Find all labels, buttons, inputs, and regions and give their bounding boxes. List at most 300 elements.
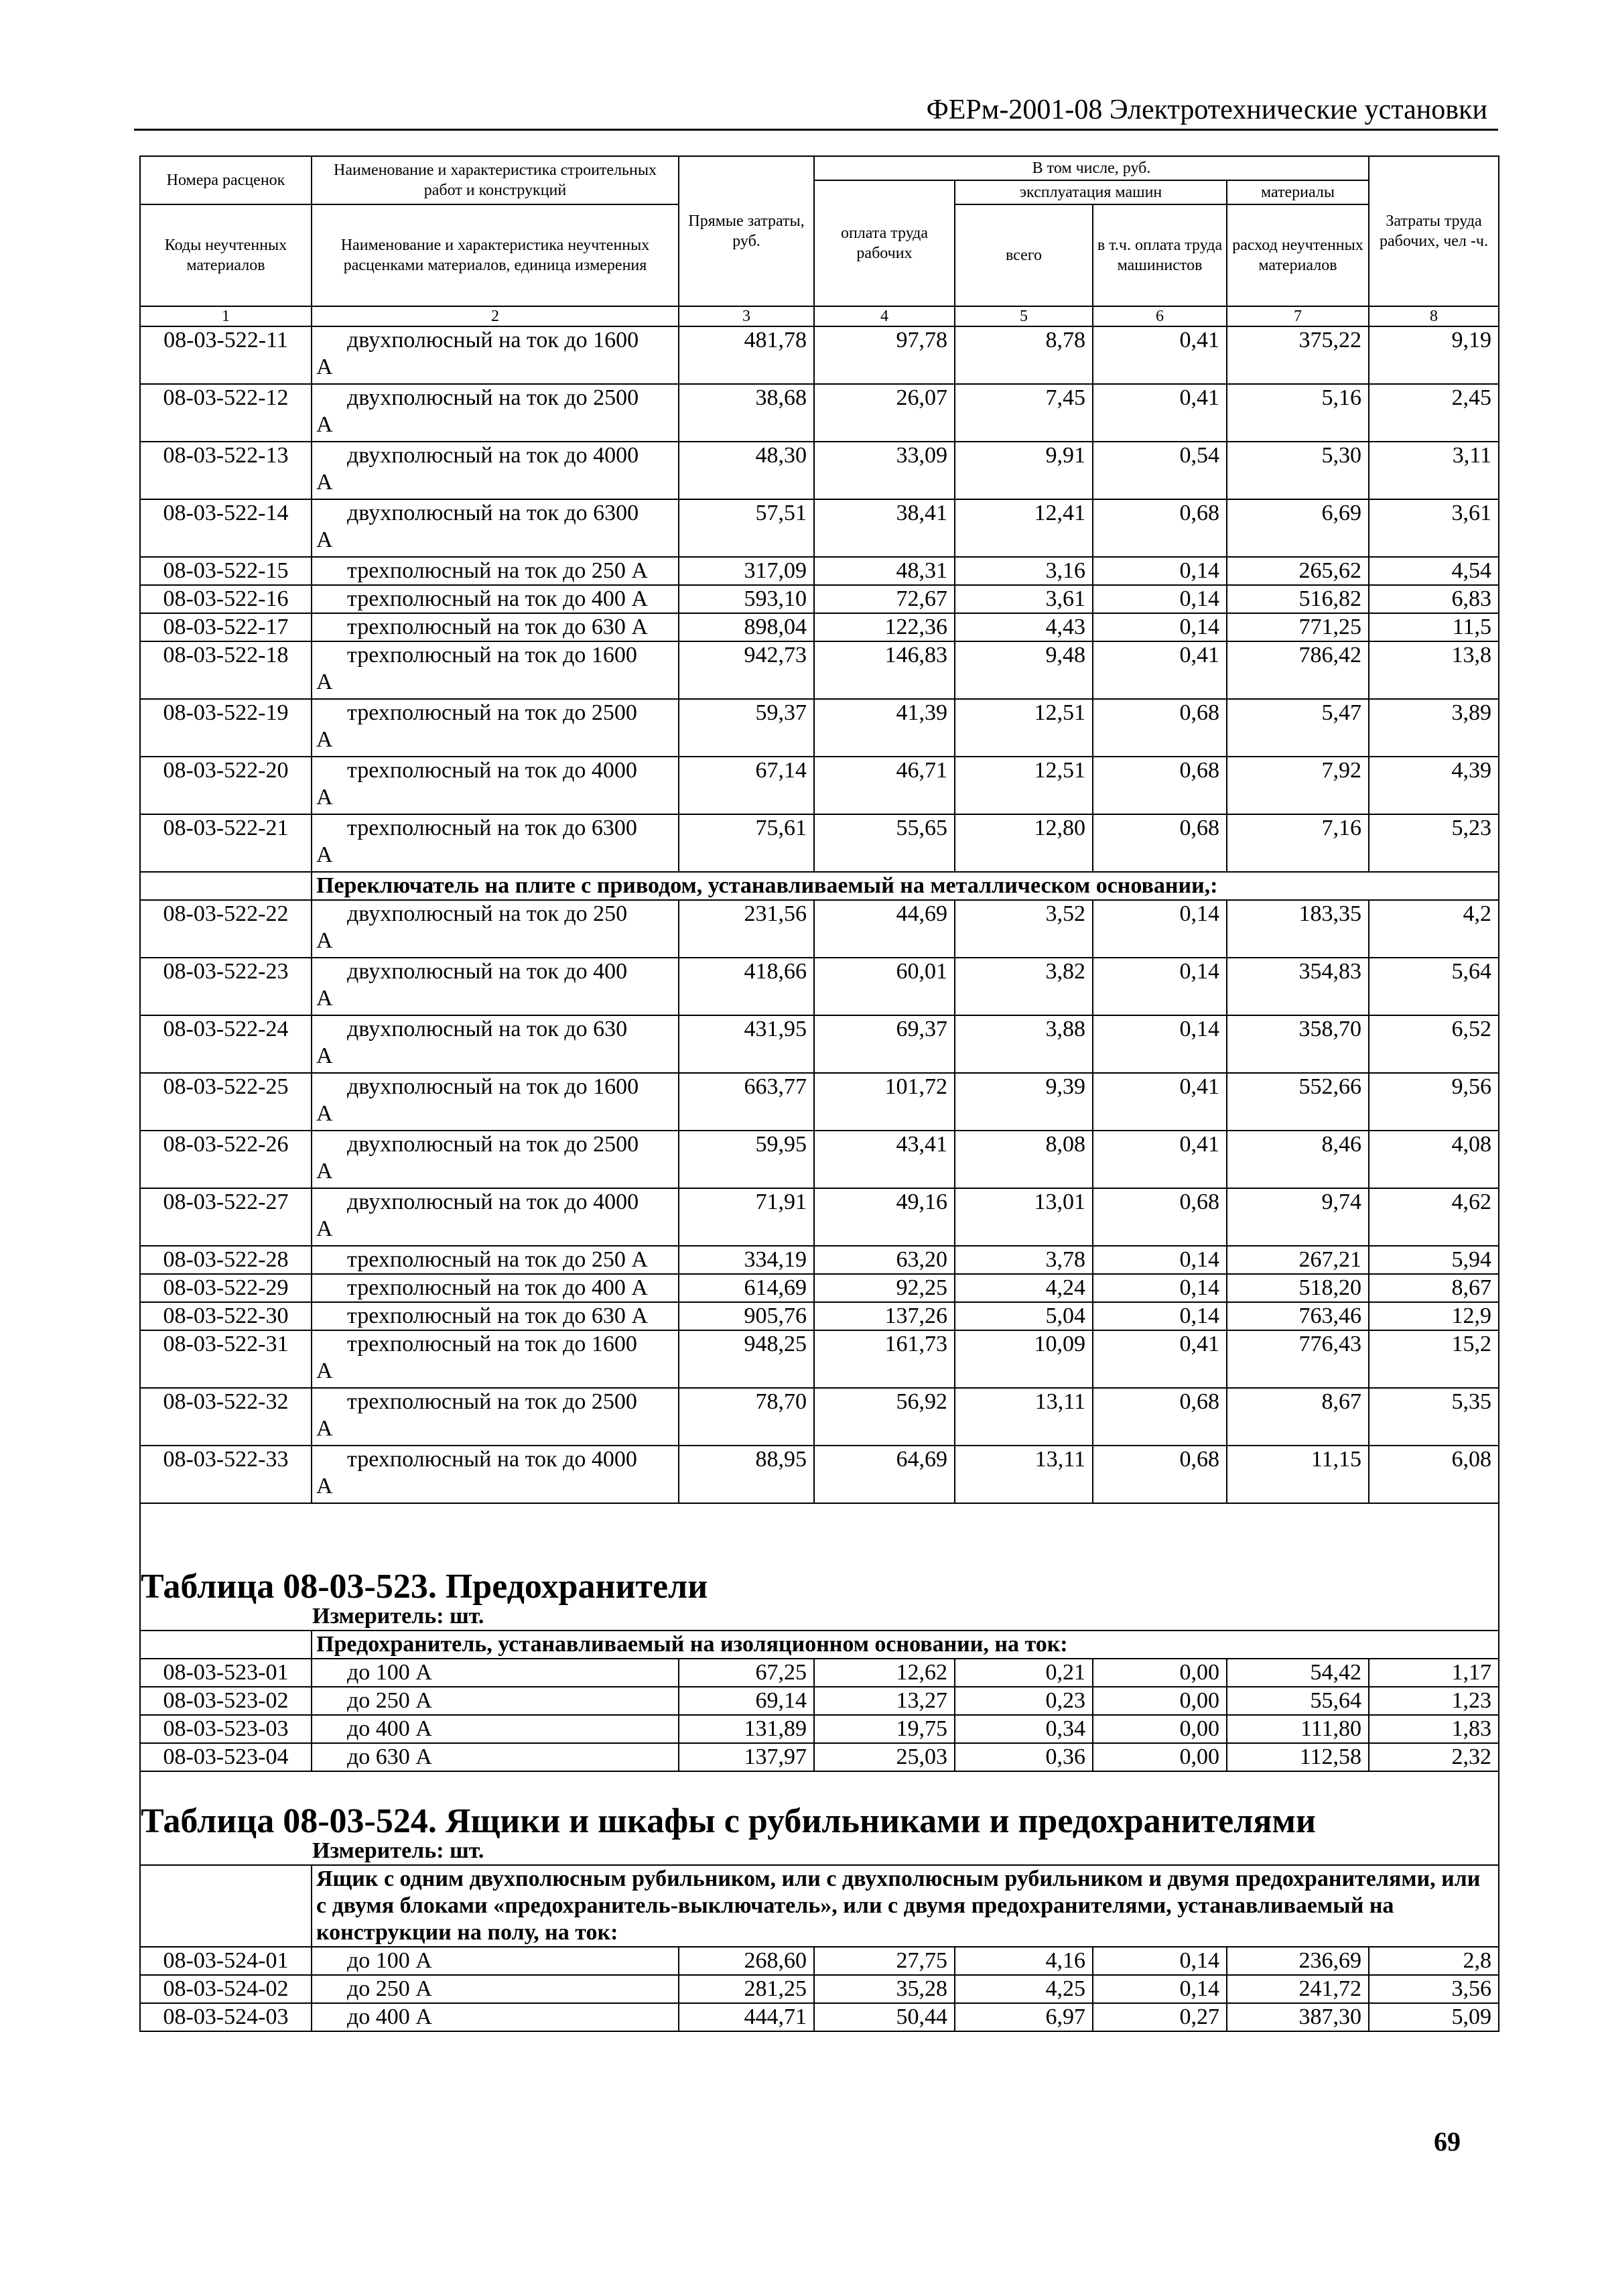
materials-cost-cell: 763,46 bbox=[1227, 1302, 1369, 1330]
header-materials: материалы bbox=[1227, 180, 1369, 204]
labor-hours-cell: 1,83 bbox=[1369, 1715, 1499, 1743]
labor-pay-cell: 64,69 bbox=[814, 1446, 955, 1503]
rate-code: 08-03-522-26 bbox=[140, 1131, 312, 1188]
description-line: трехполюсный на ток до 630 A bbox=[347, 615, 648, 639]
labor-hours-cell: 1,17 bbox=[1369, 1659, 1499, 1687]
rate-code: 08-03-522-19 bbox=[140, 699, 312, 757]
spacer-cell bbox=[140, 1503, 1499, 1564]
table-row bbox=[140, 1975, 1499, 2003]
rate-code: 08-03-522-32 bbox=[140, 1388, 312, 1446]
work-description bbox=[312, 1687, 679, 1715]
labor-pay-cell: 19,75 bbox=[814, 1715, 955, 1743]
description-line: трехполюсный на ток до 400 A bbox=[347, 586, 648, 611]
description-unit: A bbox=[316, 1416, 333, 1441]
description-unit: A bbox=[316, 355, 333, 379]
header-row-1 bbox=[140, 156, 1499, 180]
labor-pay-cell: 38,41 bbox=[814, 499, 955, 557]
table-row bbox=[140, 699, 1499, 757]
machinist-pay-cell: 0,14 bbox=[1093, 613, 1227, 641]
table-row bbox=[140, 958, 1499, 1015]
machinist-pay-cell: 0,68 bbox=[1093, 814, 1227, 872]
labor-hours-cell: 3,61 bbox=[1369, 499, 1499, 557]
labor-pay-cell: 26,07 bbox=[814, 384, 955, 442]
labor-pay-cell: 25,03 bbox=[814, 1743, 955, 1771]
header-machinist-pay: в т.ч. оплата труда машинистов bbox=[1093, 204, 1227, 306]
labor-pay-cell: 92,25 bbox=[814, 1274, 955, 1302]
rate-code: 08-03-522-13 bbox=[140, 442, 312, 499]
machinist-pay-cell: 0,27 bbox=[1093, 2003, 1227, 2031]
table-row bbox=[140, 1073, 1499, 1131]
machines-total-cell: 12,41 bbox=[955, 499, 1093, 557]
description-line: трехполюсный на ток до 2500 bbox=[347, 700, 637, 725]
work-description bbox=[312, 1302, 679, 1330]
materials-cost-cell: 5,16 bbox=[1227, 384, 1369, 442]
machinist-pay-cell: 0,68 bbox=[1093, 1446, 1227, 1503]
section-heading: Предохранитель, устанавливаемый на изоляционном основании, на ток: bbox=[312, 1631, 1499, 1659]
direct-costs-cell: 59,37 bbox=[679, 699, 814, 757]
gap-cell bbox=[140, 1771, 1499, 1799]
header-rate-numbers: Номера расценок bbox=[140, 156, 312, 204]
header-labor-costs: Затраты труда рабочих, чел -ч. bbox=[1369, 156, 1499, 306]
direct-costs-cell: 137,97 bbox=[679, 1743, 814, 1771]
materials-cost-cell: 5,47 bbox=[1227, 699, 1369, 757]
table-row bbox=[140, 1743, 1499, 1771]
machines-total-cell: 12,51 bbox=[955, 699, 1093, 757]
labor-pay-cell: 43,41 bbox=[814, 1131, 955, 1188]
labor-hours-cell: 5,35 bbox=[1369, 1388, 1499, 1446]
empty-cell bbox=[140, 1631, 312, 1659]
materials-cost-cell: 265,62 bbox=[1227, 557, 1369, 585]
table-row bbox=[140, 1715, 1499, 1743]
description-line: до 250 A bbox=[347, 1976, 432, 2001]
machines-total-cell: 3,78 bbox=[955, 1246, 1093, 1274]
description-line: трехполюсный на ток до 4000 bbox=[347, 1447, 637, 1472]
work-description bbox=[312, 1715, 679, 1743]
work-description bbox=[312, 499, 679, 557]
labor-hours-cell: 3,89 bbox=[1369, 699, 1499, 757]
machinist-pay-cell: 0,14 bbox=[1093, 958, 1227, 1015]
direct-costs-cell: 317,09 bbox=[679, 557, 814, 585]
rate-code: 08-03-523-01 bbox=[140, 1659, 312, 1687]
machines-total-cell: 0,21 bbox=[955, 1659, 1093, 1687]
labor-pay-cell: 122,36 bbox=[814, 613, 955, 641]
labor-pay-cell: 46,71 bbox=[814, 757, 955, 814]
rate-code: 08-03-522-25 bbox=[140, 1073, 312, 1131]
machinist-pay-cell: 0,14 bbox=[1093, 1302, 1227, 1330]
rate-code: 08-03-522-14 bbox=[140, 499, 312, 557]
table-row bbox=[140, 900, 1499, 958]
page-header: ФЕРм-2001-08 Электротехнические установки bbox=[926, 94, 1487, 125]
table-row bbox=[140, 442, 1499, 499]
description-unit: A bbox=[316, 1474, 333, 1498]
direct-costs-cell: 431,95 bbox=[679, 1015, 814, 1073]
machinist-pay-cell: 0,41 bbox=[1093, 384, 1227, 442]
rate-code: 08-03-522-29 bbox=[140, 1274, 312, 1302]
labor-hours-cell: 15,2 bbox=[1369, 1330, 1499, 1388]
rate-code: 08-03-522-23 bbox=[140, 958, 312, 1015]
table-row bbox=[140, 1330, 1499, 1388]
work-description bbox=[312, 1975, 679, 2003]
materials-cost-cell: 112,58 bbox=[1227, 1743, 1369, 1771]
machines-total-cell: 13,01 bbox=[955, 1188, 1093, 1246]
description-line: двухполюсный на ток до 6300 bbox=[347, 501, 639, 525]
machines-total-cell: 8,78 bbox=[955, 326, 1093, 384]
machines-total-cell: 12,80 bbox=[955, 814, 1093, 872]
description-unit: A bbox=[316, 986, 333, 1011]
machinist-pay-cell: 0,54 bbox=[1093, 442, 1227, 499]
labor-pay-cell: 48,31 bbox=[814, 557, 955, 585]
description-line: до 250 A bbox=[347, 1688, 432, 1713]
work-description bbox=[312, 326, 679, 384]
direct-costs-cell: 67,25 bbox=[679, 1659, 814, 1687]
description-line: двухполюсный на ток до 250 bbox=[347, 901, 628, 926]
work-description bbox=[312, 814, 679, 872]
materials-cost-cell: 776,43 bbox=[1227, 1330, 1369, 1388]
materials-cost-cell: 6,69 bbox=[1227, 499, 1369, 557]
rate-code: 08-03-522-33 bbox=[140, 1446, 312, 1503]
machines-total-cell: 0,23 bbox=[955, 1687, 1093, 1715]
header-material-use: расход неучтенных материалов bbox=[1227, 204, 1369, 306]
materials-cost-cell: 516,82 bbox=[1227, 585, 1369, 613]
machinist-pay-cell: 0,68 bbox=[1093, 757, 1227, 814]
materials-cost-cell: 11,15 bbox=[1227, 1446, 1369, 1503]
rate-code: 08-03-522-22 bbox=[140, 900, 312, 958]
direct-costs-cell: 48,30 bbox=[679, 442, 814, 499]
work-description bbox=[312, 1073, 679, 1131]
direct-costs-cell: 69,14 bbox=[679, 1687, 814, 1715]
work-description bbox=[312, 641, 679, 699]
column-number: 1 bbox=[140, 306, 312, 326]
materials-cost-cell: 183,35 bbox=[1227, 900, 1369, 958]
direct-costs-cell: 268,60 bbox=[679, 1947, 814, 1975]
work-description bbox=[312, 1188, 679, 1246]
rate-code: 08-03-522-28 bbox=[140, 1246, 312, 1274]
machinist-pay-cell: 0,14 bbox=[1093, 900, 1227, 958]
machinist-pay-cell: 0,14 bbox=[1093, 1015, 1227, 1073]
labor-hours-cell: 3,11 bbox=[1369, 442, 1499, 499]
machinist-pay-cell: 0,68 bbox=[1093, 1188, 1227, 1246]
description-unit: A bbox=[316, 727, 333, 752]
materials-cost-cell: 552,66 bbox=[1227, 1073, 1369, 1131]
labor-hours-cell: 6,83 bbox=[1369, 585, 1499, 613]
machines-total-cell: 9,48 bbox=[955, 641, 1093, 699]
description-line: двухполюсный на ток до 4000 bbox=[347, 443, 639, 468]
column-number: 4 bbox=[814, 306, 955, 326]
materials-cost-cell: 5,30 bbox=[1227, 442, 1369, 499]
description-line: до 400 A bbox=[347, 1716, 432, 1741]
unit-row bbox=[140, 1838, 1499, 1865]
header-machines-total: всего bbox=[955, 204, 1093, 306]
labor-pay-cell: 60,01 bbox=[814, 958, 955, 1015]
labor-hours-cell: 6,52 bbox=[1369, 1015, 1499, 1073]
materials-cost-cell: 771,25 bbox=[1227, 613, 1369, 641]
table-row bbox=[140, 1246, 1499, 1274]
rate-code: 08-03-524-02 bbox=[140, 1975, 312, 2003]
rate-code: 08-03-523-04 bbox=[140, 1743, 312, 1771]
machines-total-cell: 9,39 bbox=[955, 1073, 1093, 1131]
machinist-pay-cell: 0,00 bbox=[1093, 1659, 1227, 1687]
materials-cost-cell: 518,20 bbox=[1227, 1274, 1369, 1302]
rate-code: 08-03-522-15 bbox=[140, 557, 312, 585]
section-heading-row bbox=[140, 1631, 1499, 1659]
labor-pay-cell: 137,26 bbox=[814, 1302, 955, 1330]
column-number: 8 bbox=[1369, 306, 1499, 326]
table-row bbox=[140, 585, 1499, 613]
machinist-pay-cell: 0,14 bbox=[1093, 1975, 1227, 2003]
description-line: трехполюсный на ток до 2500 bbox=[347, 1389, 637, 1414]
rates-table bbox=[139, 155, 1499, 2032]
work-description bbox=[312, 1274, 679, 1302]
table-row bbox=[140, 2003, 1499, 2031]
labor-pay-cell: 41,39 bbox=[814, 699, 955, 757]
machines-total-cell: 9,91 bbox=[955, 442, 1093, 499]
labor-pay-cell: 50,44 bbox=[814, 2003, 955, 2031]
empty-cell bbox=[140, 872, 312, 900]
direct-costs-cell: 898,04 bbox=[679, 613, 814, 641]
labor-pay-cell: 146,83 bbox=[814, 641, 955, 699]
machines-total-cell: 3,88 bbox=[955, 1015, 1093, 1073]
table-row bbox=[140, 326, 1499, 384]
table-title: Таблица 08-03-524. Ящики и шкафы с рубильниками и предохранителями bbox=[140, 1799, 1499, 1838]
labor-hours-cell: 2,45 bbox=[1369, 384, 1499, 442]
section-heading: Переключатель на плите с приводом, устанавливаемый на металлическом основании,: bbox=[312, 872, 1499, 900]
work-description bbox=[312, 557, 679, 585]
table-row bbox=[140, 1274, 1499, 1302]
direct-costs-cell: 67,14 bbox=[679, 757, 814, 814]
work-description bbox=[312, 757, 679, 814]
labor-pay-cell: 101,72 bbox=[814, 1073, 955, 1131]
description-line: трехполюсный на ток до 4000 bbox=[347, 758, 637, 783]
work-description bbox=[312, 1131, 679, 1188]
description-line: до 400 A bbox=[347, 2004, 432, 2029]
materials-cost-cell: 7,92 bbox=[1227, 757, 1369, 814]
machinist-pay-cell: 0,00 bbox=[1093, 1743, 1227, 1771]
description-line: двухполюсный на ток до 630 bbox=[347, 1017, 628, 1041]
spacer-row bbox=[140, 1503, 1499, 1564]
table-row bbox=[140, 1947, 1499, 1975]
machines-total-cell: 6,97 bbox=[955, 2003, 1093, 2031]
work-description bbox=[312, 1743, 679, 1771]
machines-total-cell: 3,82 bbox=[955, 958, 1093, 1015]
description-unit: A bbox=[316, 1101, 333, 1126]
labor-pay-cell: 33,09 bbox=[814, 442, 955, 499]
description-unit: A bbox=[316, 785, 333, 810]
machines-total-cell: 8,08 bbox=[955, 1131, 1093, 1188]
rate-code: 08-03-524-01 bbox=[140, 1947, 312, 1975]
work-description bbox=[312, 442, 679, 499]
direct-costs-cell: 78,70 bbox=[679, 1388, 814, 1446]
labor-hours-cell: 5,23 bbox=[1369, 814, 1499, 872]
labor-pay-cell: 49,16 bbox=[814, 1188, 955, 1246]
labor-hours-cell: 1,23 bbox=[1369, 1687, 1499, 1715]
labor-hours-cell: 5,09 bbox=[1369, 2003, 1499, 2031]
description-line: трехполюсный на ток до 250 A bbox=[347, 558, 648, 583]
table-row bbox=[140, 757, 1499, 814]
table-row bbox=[140, 613, 1499, 641]
labor-hours-cell: 2,8 bbox=[1369, 1947, 1499, 1975]
column-numbers-row bbox=[140, 306, 1499, 326]
labor-pay-cell: 161,73 bbox=[814, 1330, 955, 1388]
labor-pay-cell: 44,69 bbox=[814, 900, 955, 958]
table-row bbox=[140, 499, 1499, 557]
work-description bbox=[312, 1947, 679, 1975]
direct-costs-cell: 71,91 bbox=[679, 1188, 814, 1246]
direct-costs-cell: 614,69 bbox=[679, 1274, 814, 1302]
description-line: трехполюсный на ток до 6300 bbox=[347, 816, 637, 840]
work-description bbox=[312, 585, 679, 613]
description-unit: A bbox=[316, 928, 333, 953]
machinist-pay-cell: 0,41 bbox=[1093, 326, 1227, 384]
header-rule bbox=[134, 129, 1498, 131]
labor-pay-cell: 27,75 bbox=[814, 1947, 955, 1975]
description-line: до 100 A bbox=[347, 1660, 432, 1685]
materials-cost-cell: 8,46 bbox=[1227, 1131, 1369, 1188]
direct-costs-cell: 593,10 bbox=[679, 585, 814, 613]
direct-costs-cell: 38,68 bbox=[679, 384, 814, 442]
table-row bbox=[140, 1659, 1499, 1687]
materials-cost-cell: 786,42 bbox=[1227, 641, 1369, 699]
labor-hours-cell: 4,39 bbox=[1369, 757, 1499, 814]
rate-code: 08-03-522-31 bbox=[140, 1330, 312, 1388]
labor-pay-cell: 97,78 bbox=[814, 326, 955, 384]
machines-total-cell: 12,51 bbox=[955, 757, 1093, 814]
machinist-pay-cell: 0,14 bbox=[1093, 1246, 1227, 1274]
materials-cost-cell: 354,83 bbox=[1227, 958, 1369, 1015]
materials-cost-cell: 54,42 bbox=[1227, 1659, 1369, 1687]
direct-costs-cell: 75,61 bbox=[679, 814, 814, 872]
gap-row bbox=[140, 1771, 1499, 1799]
labor-hours-cell: 13,8 bbox=[1369, 641, 1499, 699]
materials-cost-cell: 387,30 bbox=[1227, 2003, 1369, 2031]
work-description bbox=[312, 1246, 679, 1274]
materials-cost-cell: 7,16 bbox=[1227, 814, 1369, 872]
materials-cost-cell: 55,64 bbox=[1227, 1687, 1369, 1715]
description-unit: A bbox=[316, 412, 333, 437]
labor-pay-cell: 63,20 bbox=[814, 1246, 955, 1274]
machines-total-cell: 3,52 bbox=[955, 900, 1093, 958]
labor-pay-cell: 13,27 bbox=[814, 1687, 955, 1715]
machinist-pay-cell: 0,68 bbox=[1093, 499, 1227, 557]
section-heading: Ящик с одним двухполюсным рубильником, или с двухполюсным рубильником и двумя предохранителями, или с двумя блоками «предохранитель-выключатель», или с двумя предохранителями, устанавливаемый на конструкции на полу, на ток: bbox=[312, 1865, 1499, 1947]
machines-total-cell: 3,16 bbox=[955, 557, 1093, 585]
materials-cost-cell: 267,21 bbox=[1227, 1246, 1369, 1274]
table-title-row bbox=[140, 1564, 1499, 1603]
labor-hours-cell: 9,56 bbox=[1369, 1073, 1499, 1131]
direct-costs-cell: 444,71 bbox=[679, 2003, 814, 2031]
table-row bbox=[140, 384, 1499, 442]
labor-hours-cell: 4,08 bbox=[1369, 1131, 1499, 1188]
materials-cost-cell: 358,70 bbox=[1227, 1015, 1369, 1073]
direct-costs-cell: 663,77 bbox=[679, 1073, 814, 1131]
rate-code: 08-03-522-11 bbox=[140, 326, 312, 384]
labor-pay-cell: 69,37 bbox=[814, 1015, 955, 1073]
description-line: двухполюсный на ток до 2500 bbox=[347, 1132, 639, 1157]
labor-hours-cell: 12,9 bbox=[1369, 1302, 1499, 1330]
materials-cost-cell: 375,22 bbox=[1227, 326, 1369, 384]
rate-code: 08-03-522-18 bbox=[140, 641, 312, 699]
section-heading-row bbox=[140, 872, 1499, 900]
work-description bbox=[312, 900, 679, 958]
rates-table-container bbox=[139, 155, 1498, 2032]
labor-hours-cell: 4,2 bbox=[1369, 900, 1499, 958]
direct-costs-cell: 905,76 bbox=[679, 1302, 814, 1330]
direct-costs-cell: 334,19 bbox=[679, 1246, 814, 1274]
work-description bbox=[312, 1659, 679, 1687]
column-number: 7 bbox=[1227, 306, 1369, 326]
labor-hours-cell: 4,54 bbox=[1369, 557, 1499, 585]
labor-pay-cell: 55,65 bbox=[814, 814, 955, 872]
machines-total-cell: 13,11 bbox=[955, 1388, 1093, 1446]
page-number: 69 bbox=[1434, 2126, 1461, 2157]
description-unit: A bbox=[316, 669, 333, 694]
header-labor-pay: оплата труда рабочих bbox=[814, 180, 955, 306]
header-work-name: Наименование и характеристика строительных работ и конструкций bbox=[312, 156, 679, 204]
rate-code: 08-03-523-03 bbox=[140, 1715, 312, 1743]
machines-total-cell: 3,61 bbox=[955, 585, 1093, 613]
description-line: до 100 A bbox=[347, 1948, 432, 1973]
rate-code: 08-03-522-20 bbox=[140, 757, 312, 814]
labor-pay-cell: 35,28 bbox=[814, 1975, 955, 2003]
table-row bbox=[140, 1015, 1499, 1073]
work-description bbox=[312, 613, 679, 641]
labor-hours-cell: 2,32 bbox=[1369, 1743, 1499, 1771]
machines-total-cell: 4,43 bbox=[955, 613, 1093, 641]
labor-hours-cell: 6,08 bbox=[1369, 1446, 1499, 1503]
machines-total-cell: 4,25 bbox=[955, 1975, 1093, 2003]
table-row bbox=[140, 1687, 1499, 1715]
description-line: двухполюсный на ток до 400 bbox=[347, 959, 628, 984]
machines-total-cell: 10,09 bbox=[955, 1330, 1093, 1388]
machines-total-cell: 0,34 bbox=[955, 1715, 1093, 1743]
materials-cost-cell: 8,67 bbox=[1227, 1388, 1369, 1446]
machines-total-cell: 13,11 bbox=[955, 1446, 1093, 1503]
work-description bbox=[312, 1015, 679, 1073]
rate-code: 08-03-522-30 bbox=[140, 1302, 312, 1330]
rate-code: 08-03-522-17 bbox=[140, 613, 312, 641]
description-line: двухполюсный на ток до 1600 bbox=[347, 328, 639, 353]
description-unit: A bbox=[316, 527, 333, 552]
description-line: двухполюсный на ток до 1600 bbox=[347, 1074, 639, 1099]
description-unit: A bbox=[316, 1358, 333, 1383]
table-title-row bbox=[140, 1799, 1499, 1838]
table-row bbox=[140, 1131, 1499, 1188]
header-material-name: Наименование и характеристика неучтенных расценками материалов, единица измерения bbox=[312, 204, 679, 306]
work-description bbox=[312, 384, 679, 442]
description-line: до 630 A bbox=[347, 1744, 432, 1769]
direct-costs-cell: 231,56 bbox=[679, 900, 814, 958]
header-including: В том числе, руб. bbox=[814, 156, 1369, 180]
work-description bbox=[312, 1388, 679, 1446]
work-description bbox=[312, 1446, 679, 1503]
labor-hours-cell: 5,94 bbox=[1369, 1246, 1499, 1274]
labor-pay-cell: 12,62 bbox=[814, 1659, 955, 1687]
rate-code: 08-03-522-24 bbox=[140, 1015, 312, 1073]
column-number: 5 bbox=[955, 306, 1093, 326]
machinist-pay-cell: 0,14 bbox=[1093, 557, 1227, 585]
machinist-pay-cell: 0,41 bbox=[1093, 1131, 1227, 1188]
machinist-pay-cell: 0,14 bbox=[1093, 585, 1227, 613]
labor-hours-cell: 3,56 bbox=[1369, 1975, 1499, 2003]
section-heading-row bbox=[140, 1865, 1499, 1947]
labor-pay-cell: 72,67 bbox=[814, 585, 955, 613]
measure-unit: Измеритель: шт. bbox=[140, 1603, 1499, 1631]
labor-pay-cell: 56,92 bbox=[814, 1388, 955, 1446]
header-direct-costs: Прямые затраты, руб. bbox=[679, 156, 814, 306]
description-line: трехполюсный на ток до 250 A bbox=[347, 1247, 648, 1272]
rate-code: 08-03-523-02 bbox=[140, 1687, 312, 1715]
labor-hours-cell: 5,64 bbox=[1369, 958, 1499, 1015]
header-machine-operation: эксплуатация машин bbox=[955, 180, 1227, 204]
